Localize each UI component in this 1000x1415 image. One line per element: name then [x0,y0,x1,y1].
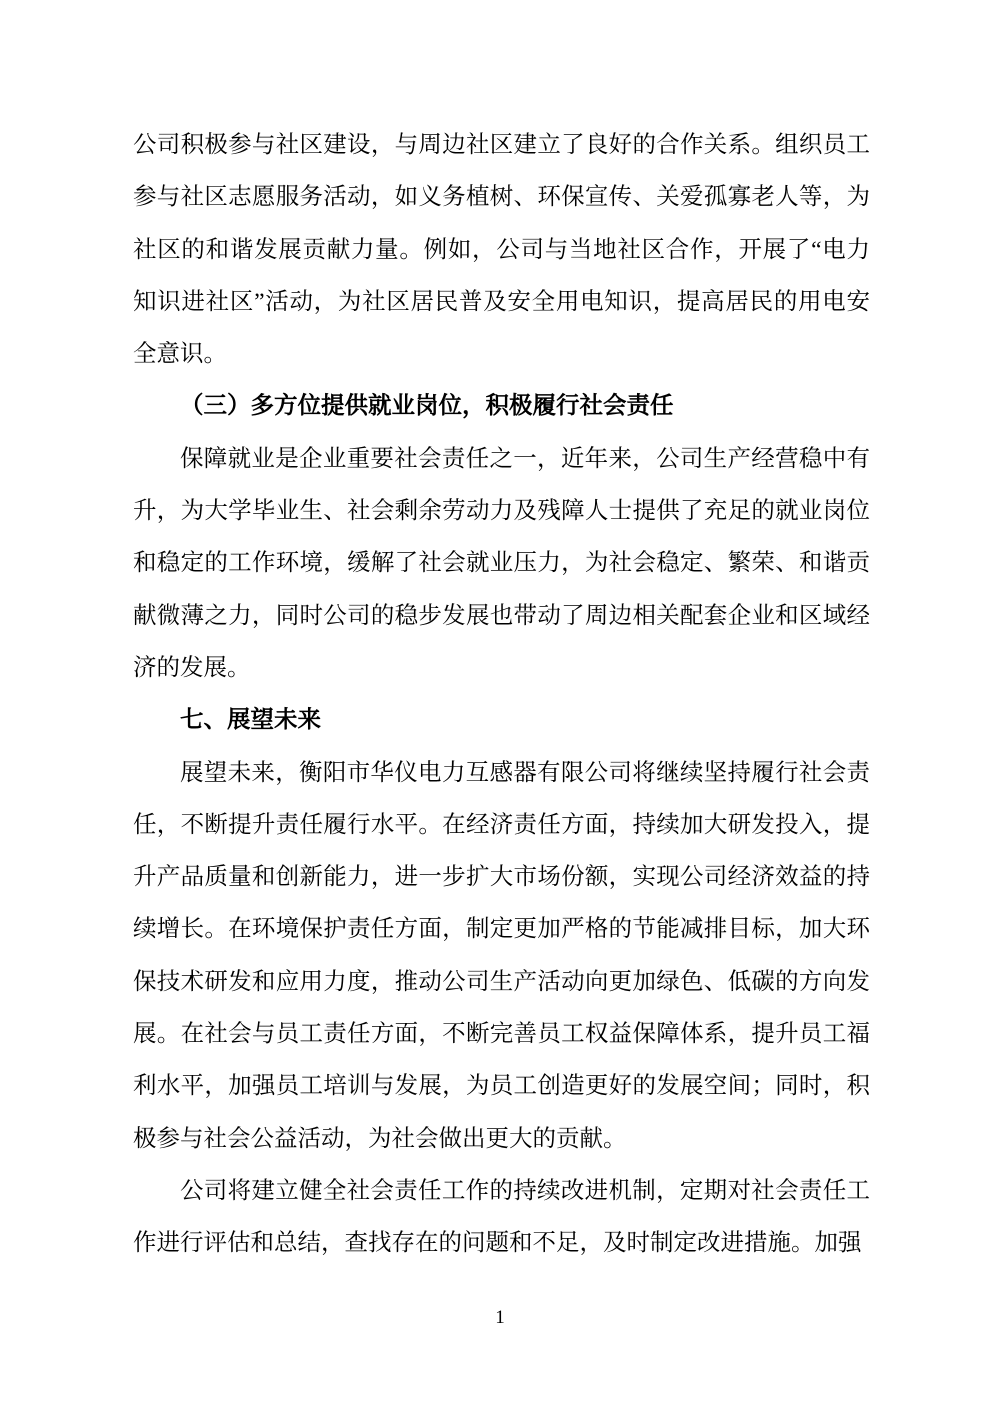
paragraph-employment: 保障就业是企业重要社会责任之一，近年来，公司生产经营稳中有升，为大学毕业生、社会剩余劳动力及残障人士提供了充足的就业岗位和稳定的工作环境，缓解了社会就业压力，为社会稳定、繁荣、和谐贡献微薄之力，同时公司的稳步发展也带动了周边相关配套企业和区域经济的发展。 [133,445,870,681]
document-content [133,119,870,1270]
section-heading-employment: （三）多方位提供就业岗位，积极履行社会责任 [180,393,674,420]
page-number: 1 [495,1307,505,1328]
paragraph-future-outlook: 展望未来，衡阳市华仪电力互感器有限公司将继续坚持履行社会责任，不断提升责任履行水平。在经济责任方面，持续加大研发投入，提升产品质量和创新能力，进一步扩大市场份额，实现公司经济效益的持续增长。在环境保护责任方面，制定更加严格的节能减排目标，加大环保技术研发和应用力度，推动公司生产活动向更加绿色、低碳的方向发展。在社会与员工责任方面，不断完善员工权益保障体系，提升员工福利水平，加强员工培训与发展，为员工创造更好的发展空间；同时，积极参与社会公益活动，为社会做出更大的贡献。 [133,759,870,1152]
paragraph-community-building: 公司积极参与社区建设，与周边社区建立了良好的合作关系。组织员工参与社区志愿服务活动，如义务植树、环保宣传、关爱孤寡老人等，为社区的和谐发展贡献力量。例如，公司与当地社区合作，开展了“电力知识进社区”活动，为社区居民普及安全用电知识，提高居民的用电安全意识。 [133,132,870,368]
paragraph-continuous-improvement: 公司将建立健全社会责任工作的持续改进机制，定期对社会责任工作进行评估和总结，查找存在的问题和不足，及时制定改进措施。加强 [133,1177,870,1257]
section-heading-future-outlook: 七、展望未来 [180,707,321,734]
page-footer [0,1306,1000,1330]
